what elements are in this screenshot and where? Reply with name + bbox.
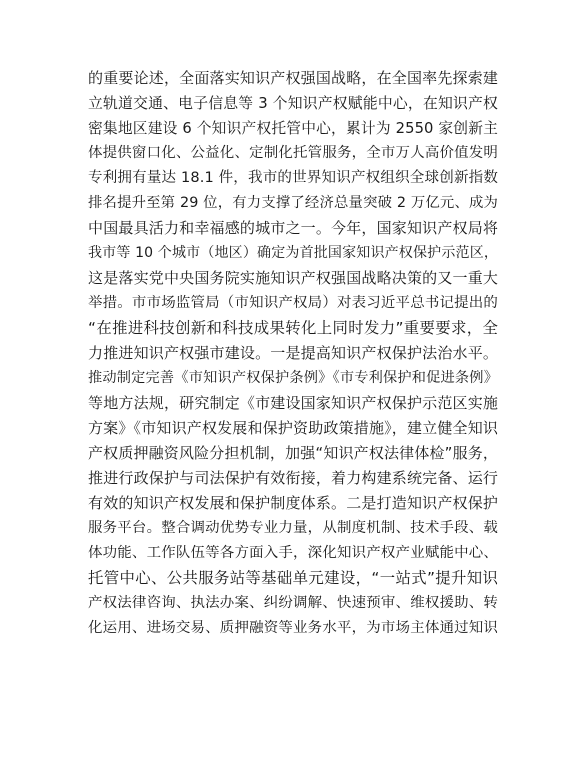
text-line: 服务平台。整合调动优势专业力量，从制度机制、技术手段、载 xyxy=(88,520,498,536)
text-line: 举措。市市场监管局（市知识产权局）对表习近平总书记提出的 xyxy=(88,295,498,311)
body-paragraph xyxy=(88,66,498,641)
text-line: 方案》《市知识产权发展和保护资助政策措施》，建立健全知识 xyxy=(88,419,498,437)
text-line: 产权法律咨询、执法办案、纠纷调解、快速预审、维权援助、转 xyxy=(88,595,498,611)
text-line: “在推进科技创新和科技成果转化上同时发力”重要要求，全 xyxy=(88,319,498,337)
text-line: 我市等 10 个城市（地区）确定为首批国家知识产权保护示范区， xyxy=(88,245,498,261)
text-line: 托管中心、公共服务站等基础单元建设，“一站式”提升知识 xyxy=(88,569,498,587)
text-line: 中国最具活力和幸福感的城市之一。今年，国家知识产权局将 xyxy=(88,219,498,237)
text-line: 专利拥有量达 18.1 件，我市的世界知识产权组织全球创新指数 xyxy=(88,170,498,186)
text-line: 化运用、进场交易、质押融资等业务水平，为市场主体通过知识 xyxy=(88,620,498,636)
text-line: 密集地区建设 6 个知识产权托管中心，累计为 2550 家创新主 xyxy=(88,120,498,137)
text-line: 产权质押融资风险分担机制，加强“知识产权法律体检”服务， xyxy=(88,444,498,462)
text-line: 这是落实党中央国务院实施知识产权强国战略决策的又一重大 xyxy=(88,269,498,287)
text-line: 立轨道交通、电子信息等 3 个知识产权赋能中心，在知识产权 xyxy=(88,94,498,112)
text-line: 推动制定完善《市知识产权保护条例》《市专利保护和促进条例》 xyxy=(88,370,498,386)
text-line: 体功能、工作队伍等各方面入手，深化知识产权产业赋能中心、 xyxy=(88,545,498,561)
text-line: 体提供窗口化、公益化、定制化托管服务，全市万人高价值发明 xyxy=(88,145,498,161)
text-line: 推进行政保护与司法保护有效衔接，着力构建系统完备、运行 xyxy=(88,469,498,487)
text-line: 等地方法规，研究制定《市建设国家知识产权保护示范区实施 xyxy=(88,394,498,412)
text-line: 的重要论述，全面落实知识产权强国战略，在全国率先探索建 xyxy=(88,69,498,87)
text-line: 力推进知识产权强市建设。一是提高知识产权保护法治水平。 xyxy=(88,344,498,362)
text-line: 排名提升至第 29 位，有力支撑了经济总量突破 2 万亿元、成为 xyxy=(88,195,498,211)
text-line: 有效的知识产权发展和保护制度体系。二是打造知识产权保护 xyxy=(88,494,498,512)
